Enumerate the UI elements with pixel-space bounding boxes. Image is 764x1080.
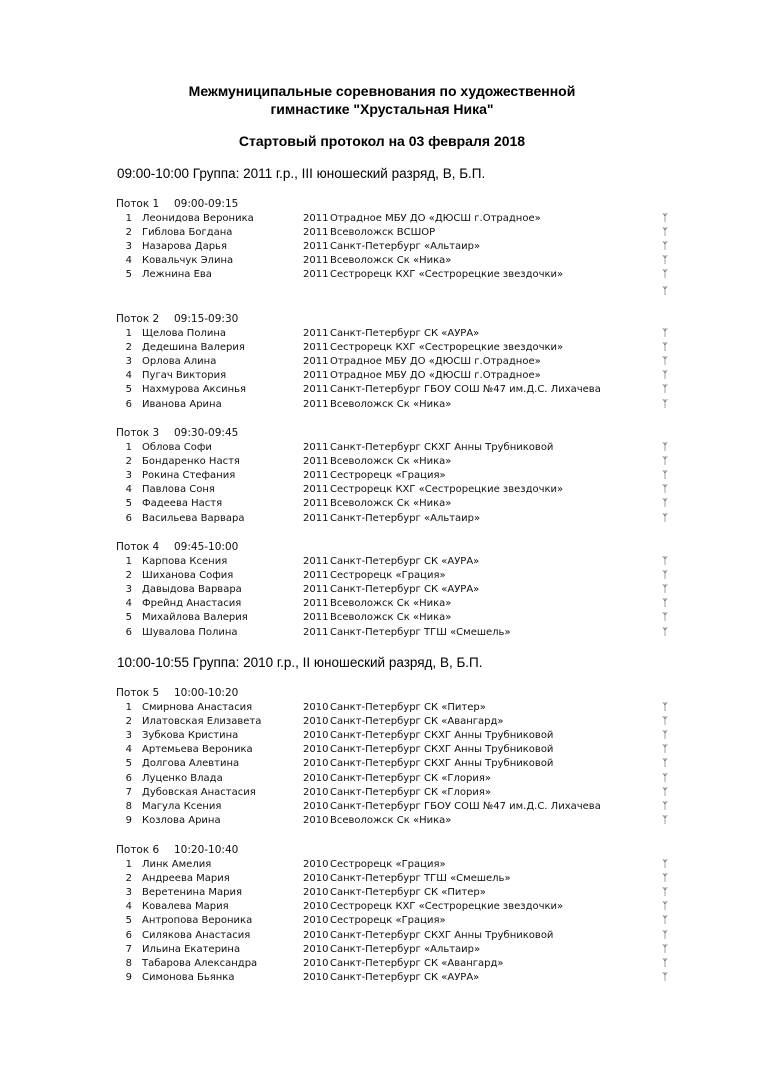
start-number: 6 [125,929,132,941]
start-number: 4 [125,901,132,913]
participant-row [0,398,764,412]
start-number: 7 [125,943,132,955]
club-name: Санкт-Петербург СК «АУРА» [330,584,480,596]
participant-row [0,943,764,957]
participant-row [0,729,764,743]
start-number: 1 [125,213,132,224]
gymnast-name: Михайлова Валерия [142,612,248,624]
start-number: 5 [125,498,132,510]
birth-year: 2011 [303,598,329,610]
flow-time: 09:00-09:15 [174,198,239,210]
ribbon-mark-icon: ᛉ [662,556,668,567]
participant-row [0,701,764,715]
birth-year: 2011 [303,356,329,368]
start-number: 8 [125,957,132,969]
club-name: Санкт-Петербург «Альтаир» [330,943,481,955]
club-name: Санкт-Петербург СКХГ Анны Трубниковой [330,744,554,756]
birth-year: 2010 [303,943,329,955]
gymnast-name: Облова Софи [142,442,212,453]
participant-row [0,743,764,757]
club-name: Сестрорецк «Грация» [330,570,446,582]
participant-row [0,512,764,526]
birth-year: 2010 [303,716,329,728]
ribbon-mark-icon: ᛉ [662,929,668,941]
gymnast-name: Дубовская Анастасия [142,786,256,798]
gymnast-name: Давыдова Варвара [142,584,242,596]
gymnast-name: Ковалева Мария [142,901,229,913]
participant-row [0,800,764,814]
club-name: Санкт-Петербург ТГШ «Смешель» [330,626,511,638]
start-number: 1 [125,328,132,339]
birth-year: 2010 [303,702,329,713]
gymnast-name: Гиблова Богдана [142,227,233,239]
gymnast-name: Илатовская Елизавета [142,716,262,728]
birth-year: 2010 [303,971,329,983]
start-number: 3 [125,470,132,482]
ribbon-mark-icon: ᛉ [662,512,668,524]
participant-row [0,626,764,640]
birth-year: 2010 [303,758,329,770]
club-name: Всеволожск Ск «Ника» [330,498,452,510]
birth-year: 2011 [303,384,329,396]
gymnast-name: Иванова Арина [142,398,222,410]
ribbon-mark-icon: ᛉ [662,730,668,742]
flow-name: Поток 2 [116,313,160,325]
birth-year: 2011 [303,342,329,354]
birth-year: 2011 [303,498,329,510]
start-number: 8 [125,800,132,812]
club-name: Санкт-Петербург ГБОУ СОШ №47 им.Д.С. Лихачева [330,384,601,396]
ribbon-mark-icon: ᛉ [662,227,668,239]
birth-year: 2011 [303,328,329,339]
birth-year: 2010 [303,730,329,742]
gymnast-name: Зубкова Кристина [142,730,239,742]
start-number: 4 [125,484,132,496]
birth-year: 2011 [303,512,329,524]
birth-year: 2011 [303,398,329,410]
ribbon-mark-icon: ᛉ [662,398,668,410]
start-number: 6 [125,512,132,524]
start-number: 5 [125,384,132,396]
participant-row [0,327,764,341]
start-number: 6 [125,626,132,638]
ribbon-mark-icon: ᛉ [662,342,668,354]
club-name: Санкт-Петербург «Альтаир» [330,241,481,253]
club-name: Санкт-Петербург СКХГ Анны Трубниковой [330,929,554,941]
ribbon-mark-icon: ᛉ [662,584,668,596]
gymnast-name: Дедешина Валерия [142,342,245,354]
flow-name: Поток 3 [116,427,160,439]
participant-row [0,369,764,383]
start-number: 1 [125,702,132,713]
start-number: 2 [125,227,132,239]
club-name: Всеволожск Ск «Ника» [330,598,452,610]
club-name: Санкт-Петербург СКХГ Анны Трубниковой [330,442,554,453]
participant-row [0,757,764,771]
club-name: Санкт-Петербург СК «Глория» [330,772,491,784]
birth-year: 2010 [303,859,329,870]
ribbon-mark-icon: ᛉ [662,286,668,297]
ribbon-mark-icon: ᛉ [662,484,668,496]
participant-row [0,597,764,611]
gymnast-name: Щелова Полина [142,328,226,339]
start-number: 9 [125,971,132,983]
participant-row [0,268,764,282]
gymnast-name: Бондаренко Настя [142,456,240,468]
participant-row [0,715,764,729]
gymnast-name: Назарова Дарья [142,241,227,253]
ribbon-mark-icon: ᛉ [662,901,668,913]
start-number: 3 [125,356,132,368]
start-number: 5 [125,269,132,281]
ribbon-mark-icon: ᛉ [662,598,668,610]
participant-row [0,772,764,786]
club-name: Сестрорецк КХГ «Сестрорецкие звездочки» [330,269,564,281]
ribbon-mark-icon: ᛉ [662,971,668,983]
gymnast-name: Ильина Екатерина [142,943,241,955]
gymnast-name: Шувалова Полина [142,626,238,638]
gymnast-name: Шиханова София [142,570,234,582]
club-name: Всеволожск Ск «Ника» [330,398,452,410]
gymnast-name: Фрейнд Анастасия [142,598,242,610]
flow-header [116,541,238,554]
start-number: 3 [125,241,132,253]
start-number: 3 [125,584,132,596]
club-name: Санкт-Петербург «Альтаир» [330,512,481,524]
gymnast-name: Павлова Соня [142,484,215,496]
participant-row [0,858,764,872]
club-name: Санкт-Петербург ТГШ «Смешель» [330,873,511,885]
gymnast-name: Лежнина Ева [142,269,212,281]
participant-row [0,483,764,497]
start-number: 1 [125,442,132,453]
club-name: Санкт-Петербург СК «АУРА» [330,328,480,339]
ribbon-mark-icon: ᛉ [662,456,668,468]
birth-year: 2011 [303,626,329,638]
participant-row [0,383,764,397]
competition-title-line-2: гимнастике "Хрустальная Ника" [270,101,494,117]
participant-row [0,469,764,483]
flow-time: 09:30-09:45 [174,427,239,439]
club-name: Сестрорецк КХГ «Сестрорецкие звездочки» [330,484,564,496]
start-number: 4 [125,744,132,756]
club-name: Санкт-Петербург СК «АУРА» [330,971,480,983]
start-number: 2 [125,342,132,354]
group-header: 10:00-10:55 Группа: 2010 г.р., II юношеский разряд, В, Б.П. [117,655,483,670]
birth-year: 2010 [303,915,329,927]
club-name: Отрадное МБУ ДО «ДЮСШ г.Отрадное» [330,213,541,224]
participant-row [0,900,764,914]
gymnast-name: Орлова Алина [142,356,217,368]
gymnast-name: Артемьева Вероника [142,744,253,756]
ribbon-mark-icon: ᛉ [662,470,668,482]
club-name: Всеволожск ВСШОР [330,227,436,239]
participant-row [0,971,764,985]
gymnast-name: Смирнова Анастасия [142,702,253,713]
flow-name: Поток 1 [116,198,160,210]
ribbon-mark-icon: ᛉ [662,612,668,624]
birth-year: 2010 [303,772,329,784]
participant-row [0,611,764,625]
birth-year: 2010 [303,873,329,885]
gymnast-name: Леонидова Вероника [142,213,254,224]
ribbon-mark-icon: ᛉ [662,241,668,253]
club-name: Сестрорецк «Грация» [330,470,446,482]
start-number: 4 [125,598,132,610]
gymnast-name: Веретенина Мария [142,887,242,899]
gymnast-name: Табарова Александра [142,957,258,969]
flow-header [116,313,238,326]
flow-time: 09:45-10:00 [174,541,239,553]
flow-time: 10:20-10:40 [174,844,239,856]
start-number: 5 [125,758,132,770]
club-name: Сестрорецк «Грация» [330,859,446,870]
gymnast-name: Васильева Варвара [142,512,245,524]
ribbon-mark-icon: ᛉ [662,758,668,770]
ribbon-mark-icon: ᛉ [662,442,668,453]
gymnast-name: Нахмурова Аксинья [142,384,247,396]
birth-year: 2010 [303,887,329,899]
participant-row [0,212,764,226]
participant-row [0,569,764,583]
club-name: Санкт-Петербург СК «Питер» [330,887,486,899]
participant-row [0,786,764,800]
birth-year: 2011 [303,269,329,281]
gymnast-name: Магула Ксения [142,800,222,812]
start-number: 1 [125,859,132,870]
participant-row [0,929,764,943]
gymnast-name: Фадеева Настя [142,498,223,510]
ribbon-mark-icon: ᛉ [662,716,668,728]
ribbon-mark-icon: ᛉ [662,370,668,382]
birth-year: 2011 [303,255,329,267]
flow-name: Поток 6 [116,844,160,856]
ribbon-mark-icon: ᛉ [662,786,668,798]
birth-year: 2010 [303,744,329,756]
club-name: Санкт-Петербург ГБОУ СОШ №47 им.Д.С. Лихачева [330,800,601,812]
ribbon-mark-icon: ᛉ [662,887,668,899]
club-name: Санкт-Петербург СКХГ Анны Трубниковой [330,730,554,742]
group-header: 09:00-10:00 Группа: 2011 г.р., III юношеский разряд, В, Б.П. [117,166,486,181]
club-name: Санкт-Петербург СК «АУРА» [330,556,480,567]
start-number: 3 [125,730,132,742]
participant-row [0,814,764,828]
gymnast-name: Силякова Анастасия [142,929,251,941]
gymnast-name: Андреева Мария [142,873,230,885]
club-name: Отрадное МБУ ДО «ДЮСШ г.Отрадное» [330,356,541,368]
ribbon-mark-icon: ᛉ [662,800,668,812]
birth-year: 2010 [303,800,329,812]
birth-year: 2011 [303,584,329,596]
protocol-date-title: Стартовый протокол на 03 февраля 2018 [238,133,526,149]
participant-row [0,441,764,455]
birth-year: 2010 [303,901,329,913]
participant-row [0,555,764,569]
start-number: 6 [125,772,132,784]
flow-header [116,687,238,700]
gymnast-name: Долгова Алевтина [142,758,240,770]
gymnast-name: Рокина Стефания [142,470,236,482]
flow-header [116,198,238,211]
club-name: Санкт-Петербург СК «Авангард» [330,957,504,969]
gymnast-name: Карпова Ксения [142,556,228,567]
ribbon-mark-icon: ᛉ [662,873,668,885]
birth-year: 2011 [303,370,329,382]
start-number: 2 [125,570,132,582]
ribbon-mark-icon: ᛉ [662,859,668,870]
gymnast-name: Антропова Вероника [142,915,253,927]
participant-row [0,455,764,469]
ribbon-mark-icon: ᛉ [662,328,668,339]
ribbon-mark-icon: ᛉ [662,814,668,826]
birth-year: 2010 [303,814,329,826]
start-number: 2 [125,873,132,885]
club-name: Всеволожск Ск «Ника» [330,456,452,468]
club-name: Всеволожск Ск «Ника» [330,612,452,624]
birth-year: 2010 [303,957,329,969]
club-name: Сестрорецк «Грация» [330,915,446,927]
club-name: Санкт-Петербург СК «Глория» [330,786,491,798]
birth-year: 2010 [303,786,329,798]
competition-title-line-1: Межмуниципальные соревнования по художественной [188,83,576,99]
ribbon-mark-icon: ᛉ [662,570,668,582]
participant-row [0,226,764,240]
ribbon-mark-icon: ᛉ [662,702,668,713]
participant-row [0,957,764,971]
start-number: 2 [125,716,132,728]
participant-row [0,583,764,597]
participant-row [0,497,764,511]
start-number: 7 [125,786,132,798]
start-number: 1 [125,556,132,567]
birth-year: 2011 [303,456,329,468]
birth-year: 2011 [303,442,329,453]
club-name: Сестрорецк КХГ «Сестрорецкие звездочки» [330,901,564,913]
birth-year: 2011 [303,241,329,253]
start-number: 4 [125,255,132,267]
ribbon-mark-icon: ᛉ [662,744,668,756]
participant-row [0,341,764,355]
participant-row [0,886,764,900]
ribbon-mark-icon: ᛉ [662,957,668,969]
club-name: Всеволожск Ск «Ника» [330,814,452,826]
start-number: 2 [125,456,132,468]
club-name: Отрадное МБУ ДО «ДЮСШ г.Отрадное» [330,370,541,382]
participant-row [0,355,764,369]
ribbon-mark-icon: ᛉ [662,498,668,510]
ribbon-mark-icon: ᛉ [662,356,668,368]
birth-year: 2011 [303,484,329,496]
club-name: Санкт-Петербург СКХГ Анны Трубниковой [330,758,554,770]
start-number: 3 [125,887,132,899]
club-name: Всеволожск Ск «Ника» [330,255,452,267]
club-name: Санкт-Петербург СК «Авангард» [330,716,504,728]
club-name: Сестрорецк КХГ «Сестрорецкие звездочки» [330,342,564,354]
flow-header [116,844,238,857]
start-number: 9 [125,814,132,826]
birth-year: 2011 [303,227,329,239]
flow-name: Поток 5 [116,687,160,699]
birth-year: 2011 [303,556,329,567]
participant-row [0,872,764,886]
participant-row [0,240,764,254]
gymnast-name: Козлова Арина [142,814,221,826]
ribbon-mark-icon: ᛉ [662,772,668,784]
ribbon-mark-icon: ᛉ [662,943,668,955]
ribbon-mark-icon: ᛉ [662,269,668,281]
start-number: 6 [125,398,132,410]
flow-name: Поток 4 [116,541,160,553]
gymnast-name: Луценко Влада [142,772,223,784]
birth-year: 2011 [303,612,329,624]
participant-row [0,254,764,268]
gymnast-name: Симонова Бьянка [142,971,235,983]
start-number: 5 [125,915,132,927]
flow-time: 10:00-10:20 [174,687,239,699]
ribbon-mark-icon: ᛉ [662,626,668,638]
ribbon-mark-icon: ᛉ [662,384,668,396]
participant-row [0,914,764,928]
gymnast-name: Пугач Виктория [142,370,227,382]
ribbon-mark-icon: ᛉ [662,213,668,224]
gymnast-name: Ковальчук Элина [142,255,234,267]
club-name: Санкт-Петербург СК «Питер» [330,702,486,713]
flow-header [116,427,238,440]
birth-year: 2011 [303,470,329,482]
ribbon-mark-icon: ᛉ [662,255,668,267]
start-number: 4 [125,370,132,382]
flow-time: 09:15-09:30 [174,313,239,325]
ribbon-mark-icon: ᛉ [662,915,668,927]
start-number: 5 [125,612,132,624]
birth-year: 2011 [303,213,329,224]
birth-year: 2011 [303,570,329,582]
gymnast-name: Линк Амелия [142,859,212,870]
birth-year: 2010 [303,929,329,941]
